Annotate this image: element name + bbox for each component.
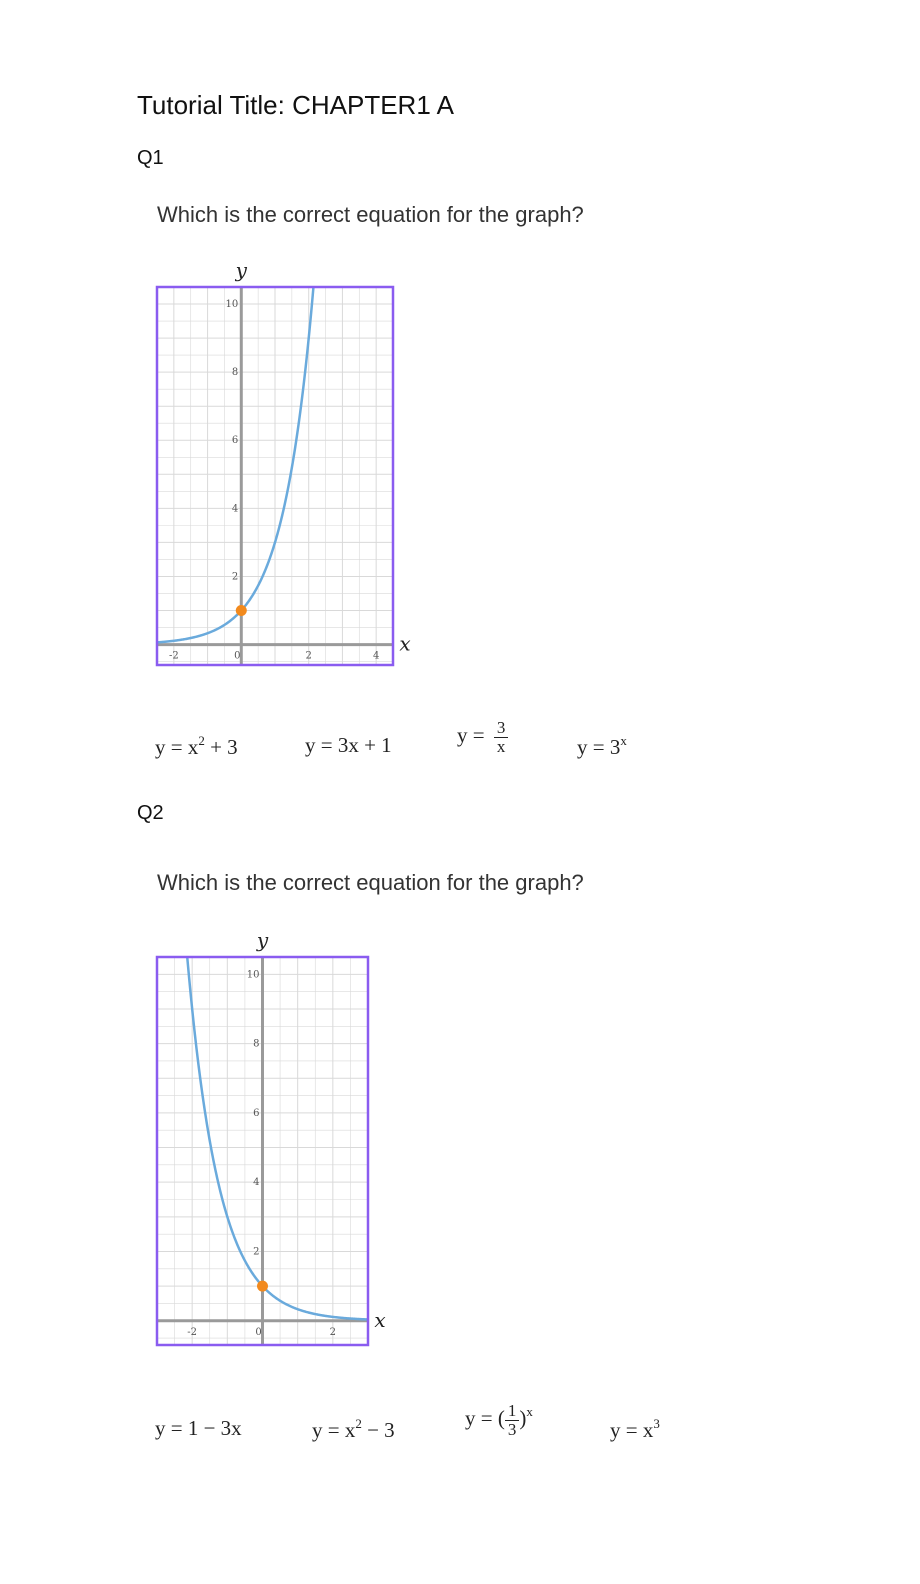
option-q1-a-exponent: 2 xyxy=(198,733,205,748)
q1-y-tick-label: 4 xyxy=(231,503,239,515)
option-q2-c[interactable] xyxy=(465,1402,533,1439)
q1-x-axis-label: x xyxy=(399,631,411,656)
q1-x-tick-label: 2 xyxy=(305,650,312,662)
option-q2-d-exponent: 3 xyxy=(653,1416,660,1431)
question-prompt-q2: Which is the correct equation for the graph? xyxy=(157,870,584,895)
question-label-q1: Q1 xyxy=(137,147,164,169)
q1-y-tick-label: 2 xyxy=(231,571,239,583)
graph-q2 xyxy=(140,928,400,1358)
q1-x-tick-label: -2 xyxy=(168,650,179,662)
options-q1 xyxy=(155,718,715,778)
option-q2-b-base: y = x xyxy=(312,1418,356,1442)
option-q2-a-text: y = 1 − 3x xyxy=(155,1416,242,1440)
question-label-q2: Q2 xyxy=(137,802,164,824)
q2-y-tick-label: 6 xyxy=(253,1107,260,1119)
option-q2-d-base: y = x xyxy=(610,1418,654,1442)
options-q2 xyxy=(155,1401,715,1461)
option-q1-b[interactable] xyxy=(305,733,392,758)
q2-y-tick-label: 2 xyxy=(253,1246,260,1258)
q1-x-tick-label: 0 xyxy=(234,650,241,662)
option-q2-b-exponent: 2 xyxy=(355,1416,362,1431)
tutorial-title: Tutorial Title: CHAPTER1 A xyxy=(137,90,454,120)
q2-y-axis-label: y xyxy=(256,928,269,952)
option-q1-c-numerator: 3 xyxy=(494,719,509,738)
q2-y-tick-label: 4 xyxy=(253,1177,260,1189)
q2-highlighted-point xyxy=(257,1281,268,1292)
q2-y-tick-label: 10 xyxy=(246,969,260,981)
option-q2-a[interactable] xyxy=(155,1416,242,1441)
option-q1-c[interactable] xyxy=(457,719,508,756)
option-q1-d-exponent: x xyxy=(620,733,627,748)
q1-y-tick-label: 6 xyxy=(231,435,239,447)
option-q2-b-rest: − 3 xyxy=(361,1418,395,1442)
option-q1-d[interactable] xyxy=(577,733,627,760)
q2-x-tick-label: -2 xyxy=(187,1326,198,1338)
option-q1-c-lhs: y = xyxy=(457,723,490,748)
option-q1-d-base: y = 3 xyxy=(577,735,621,759)
option-q2-c-fraction xyxy=(505,1402,520,1439)
question-prompt-q1: Which is the correct equation for the graph? xyxy=(157,202,584,227)
option-q2-c-denominator: 3 xyxy=(507,1419,517,1439)
option-q2-c-exponent: x xyxy=(526,1404,533,1420)
option-q2-c-rhs: ) xyxy=(519,1406,527,1431)
q2-x-axis-label: x xyxy=(374,1307,386,1332)
option-q1-a[interactable] xyxy=(155,733,238,760)
graph-q1 xyxy=(140,258,430,678)
option-q2-c-numerator: 1 xyxy=(505,1402,520,1421)
option-q2-b[interactable] xyxy=(312,1416,395,1443)
q2-y-tick-label: 8 xyxy=(253,1038,260,1050)
option-q1-a-base: y = x xyxy=(155,735,199,759)
option-q2-c-lhs: y = ( xyxy=(465,1406,505,1431)
q1-y-tick-label: 8 xyxy=(231,367,239,379)
option-q1-a-rest: + 3 xyxy=(204,735,238,759)
option-q1-c-denominator: x xyxy=(496,736,506,756)
q1-x-tick-label: 4 xyxy=(372,650,380,662)
q2-x-tick-label: 0 xyxy=(255,1326,262,1338)
q1-y-tick-label: 10 xyxy=(225,299,239,311)
q1-y-axis-label: y xyxy=(235,258,247,282)
option-q1-c-fraction xyxy=(494,719,509,756)
q1-highlighted-point xyxy=(236,605,247,616)
q2-x-tick-label: 2 xyxy=(329,1326,337,1338)
option-q1-b-text: y = 3x + 1 xyxy=(305,733,392,757)
option-q2-d[interactable] xyxy=(610,1416,660,1443)
